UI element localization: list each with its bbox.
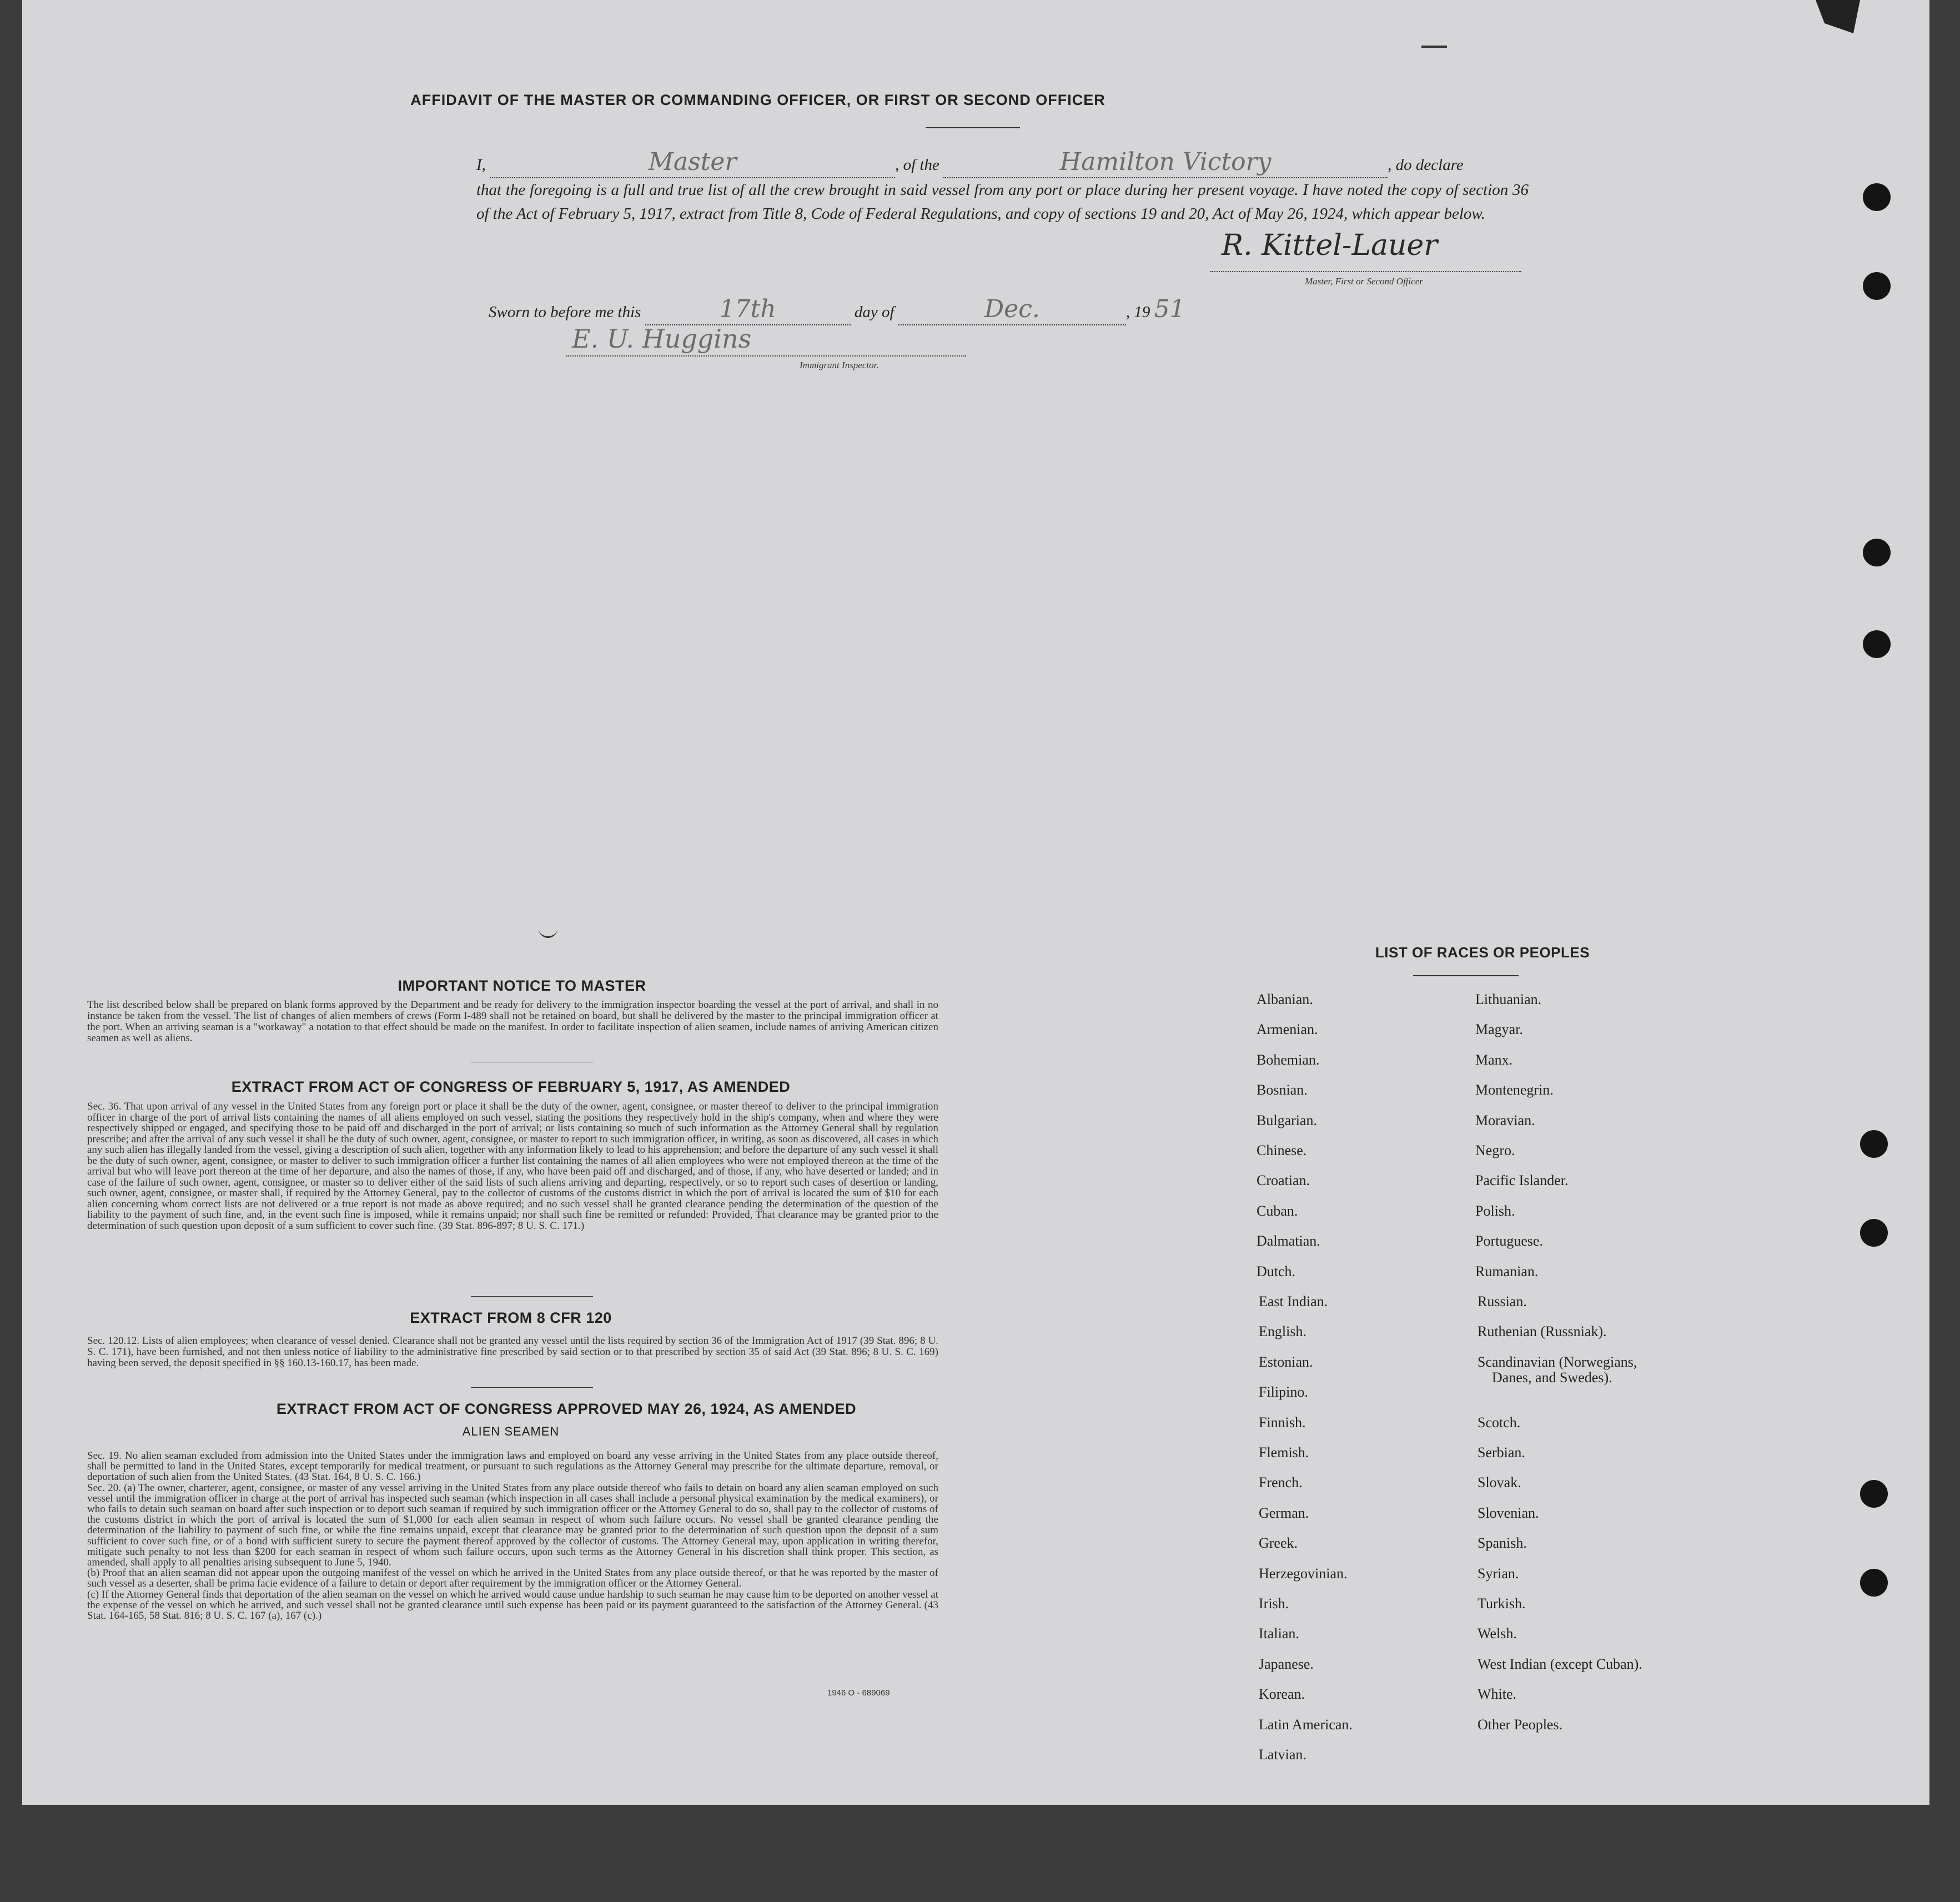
- sworn-year-prefix: , 19: [1125, 303, 1150, 321]
- affidavit-block: [476, 150, 1531, 226]
- punch-hole: [1863, 630, 1891, 658]
- extract-1924-sec20a: Sec. 20. (a) The owner, charterer, agent, consignee, or master of any vessel arriving in the United States from any place outside thereof who fails to detain on board any alien seaman employed on such vessel until the immigration officer in charge at the port of arrival has inspected such seaman (which inspection in all cases shall include a personal physical examination by the medical examiners), or who fails to detain such seaman on board after such inspection or to deport such seaman if required by such immigration officer or the Attorney General to do so, shall pay to the collector of customs of the customs district in which the port of arrival is located the sum of $1,000 for each alien seaman in respect of whom such failure occurs. No vessel shall be granted clearance pending the determination of the liability to payment of such fine, or while the fine remains unpaid, except that clearance may be granted prior to the determination of such question upon the deposit of a sum sufficient to cover such fine, or of a bond with sufficient surety to secure the payment thereof approved by the collector of customs. The Attorney General may, upon application in writing therefor, mitigate such penalty to not less than $200 for each seaman in respect of whom such failure occurs, upon such terms as the Attorney General in his discretion shall think proper. This section, as amended, shall apply to all penalties arising subsequent to June 5, 1940.: [87, 1482, 938, 1569]
- race-item: Armenian.: [1257, 1021, 1318, 1038]
- race-item: Scotch.: [1477, 1414, 1521, 1431]
- race-item: Welsh.: [1477, 1625, 1517, 1642]
- punch-hole: [1860, 1130, 1888, 1158]
- race-item: German.: [1259, 1504, 1309, 1521]
- race-item: Scandinavian (Norwegians,: [1477, 1353, 1637, 1370]
- race-item: Irish.: [1259, 1595, 1289, 1612]
- notice-title: IMPORTANT NOTICE TO MASTER: [398, 977, 646, 994]
- extract-1924-text: [87, 1451, 938, 1621]
- race-item: Flemish.: [1259, 1444, 1309, 1461]
- master-name: Master: [648, 148, 737, 176]
- race-item: Bosnian.: [1257, 1082, 1308, 1098]
- print-code: 1946 O - 689069: [827, 1688, 890, 1698]
- race-item: Pacific Islander.: [1475, 1172, 1569, 1189]
- race-item: Latvian.: [1259, 1747, 1306, 1763]
- race-item: Bohemian.: [1257, 1051, 1320, 1068]
- master-signature: R. Kittel-Lauer: [1222, 229, 1438, 262]
- race-item: English.: [1259, 1323, 1306, 1340]
- race-item: Croatian.: [1257, 1172, 1310, 1189]
- race-item: Italian.: [1259, 1625, 1299, 1642]
- race-item: Syrian.: [1477, 1565, 1519, 1582]
- extract-1924-sec20c: (c) If the Attorney General finds that deportation of the alien seaman on the vessel on which he arrived would cause undue hardship to such seaman he may cause him to be deported on another vessel at the expense of the vessel on which he arrived, and such vessel shall not be granted clearance until such expense has been paid or its payment guaranteed to the satisfaction of the Attorney General. (43 Stat. 164-165, 58 Stat. 816; 8 U. S. C. 167 (a), 167 (c).): [87, 1588, 938, 1622]
- extract-1924-sec20b: (b) Proof that an alien seaman did not appear upon the outgoing manifest of the vessel on which he arrived in the United States from any place outside thereof, or that he was reported by the master of such vessel as a deserter, shall be prima facie evidence of a failure to detain or deport after requirement by the immigration officer or the Attorney General.: [87, 1567, 938, 1590]
- race-item: Other Peoples.: [1477, 1716, 1563, 1733]
- extract-cfr-divider: [471, 1387, 593, 1388]
- race-item: Filipino.: [1259, 1384, 1308, 1401]
- race-item: Portuguese.: [1475, 1233, 1544, 1249]
- race-item: Albanian.: [1257, 991, 1313, 1007]
- race-item: Negro.: [1475, 1142, 1515, 1158]
- inspector-signature: E. U. Huggins: [572, 324, 752, 354]
- extract-cfr-title: EXTRACT FROM 8 CFR 120: [410, 1309, 612, 1326]
- affidavit-body: that the foregoing is a full and true list of all the crew brought in said vessel from any port or place during her present voyage. I have noted the copy of section 36 of the Act of February 5, 1917, extract from Title 8, Code of Federal Regulations, and copy of sections 19 and 20, Act of May 26, 1924, which appear below.: [476, 181, 1529, 223]
- inspector-line: [566, 355, 966, 357]
- races-title: LIST OF RACES OR PEOPLES: [1375, 944, 1590, 961]
- race-item: East Indian.: [1259, 1293, 1328, 1309]
- inspector-caption: Immigrant Inspector.: [800, 360, 879, 370]
- affidavit-title: AFFIDAVIT OF THE MASTER OR COMMANDING OFFICER, OR FIRST OR SECOND OFFICER: [410, 92, 1105, 108]
- races-divider: [1413, 975, 1519, 976]
- extract-1917-text: Sec. 36. That upon arrival of any vessel in the United States from any foreign port or place it shall be the duty of the owner, agent, consignee, or master thereof to deliver to the principal immigration officer in charge of the port of arrival lists containing the names of all aliens employed on such vessel, stating the positions they respectively hold in the ship's company, when and where they were respectively shipped or engaged, and specifying those to be paid off and discharged in the port of arrival; or lists containing so much of such information as the Attorney General shall by regulation prescribe; and after the arrival of any such vessel it shall be the duty of such owner, agent, consignee, or master to report to such immigration officer, in writing, as soon as discovered, all cases in which any such alien has illegally landed from the vessel, giving a description of such alien, together with any information likely to lead to his apprehension; and before the departure of any such vessel it shall be the duty of such owner, agent, consignee, or master to deliver to such immigration officer a further list containing the names of all alien employees who were not employed thereon at the time of the arrival but who will leave port thereon at the time of her departure, and also the names of those, if any, who have been paid off and discharged, and of those, if any, who have deserted or landed; and in case of the failure of such owner, agent, consignee, or master so to deliver either of the said lists of such aliens arriving and departing, respectively, or so to report such cases of desertion or landing, such owner, agent, consignee, or master shall, if required by the Attorney General, pay to the collector of customs of the customs district in which the port of arrival is located the sum of $10 for each alien concerning whom correct lists are not delivered or a true report is not made as above required; and no such vessel shall be granted clearance pending the determination of the question of the liability to the payment of such fine, and, in the event such fine is imposed, while it remains unpaid; nor shall such fine be remitted or refunded: Provided, That clearance may be granted prior to the determination of such question upon deposit of a sum sufficient to cover such fine. (39 Stat. 896-897; 8 U. S. C. 171.): [87, 1101, 938, 1232]
- race-item: Montenegrin.: [1475, 1082, 1554, 1098]
- race-item: Spanish.: [1477, 1535, 1527, 1552]
- race-item: Latin American.: [1259, 1716, 1353, 1733]
- signature-caption: Master, First or Second Officer: [1305, 276, 1423, 287]
- notice-text: The list described below shall be prepared on blank forms approved by the Department and be ready for delivery to the immigration inspector boarding the vessel at the port of arrival, and shall in no instance be taken from the vessel. The list of changes of alien members of crews (Form I-489 shall not be retained on board, but shall be delivered by the master to the principal immigration officer at the port. When an arriving seaman is a "workaway" a notation to that effect should be made on the manifest. In order to facilitate inspection of alien seamen, include names of arriving American citizen seamen as well as aliens.: [87, 999, 938, 1044]
- punch-hole: [1860, 1569, 1888, 1597]
- race-item: Lithuanian.: [1475, 991, 1542, 1007]
- race-item: Slovenian.: [1477, 1504, 1539, 1521]
- race-item: Bulgarian.: [1257, 1112, 1318, 1128]
- extract-1917-title: EXTRACT FROM ACT OF CONGRESS OF FEBRUARY 5, 1917, AS AMENDED: [231, 1078, 791, 1095]
- scan-mark: [539, 929, 557, 938]
- sworn-line: [489, 297, 1266, 325]
- sworn-month-field: [898, 297, 1126, 325]
- sworn-day: 17th: [719, 295, 776, 323]
- race-item: Danes, and Swedes).: [1492, 1369, 1612, 1386]
- race-item: Japanese.: [1259, 1655, 1314, 1672]
- sworn-year: 51: [1154, 295, 1185, 323]
- affidavit-line1: [476, 150, 1531, 178]
- race-item: Manx.: [1475, 1051, 1513, 1068]
- punch-hole: [1863, 272, 1891, 300]
- sworn-day-of: day of: [854, 303, 894, 321]
- race-item: Magyar.: [1475, 1021, 1523, 1038]
- document-page: [22, 0, 1929, 1805]
- race-item: Ruthenian (Russniak).: [1477, 1323, 1607, 1340]
- race-item: Moravian.: [1475, 1112, 1535, 1128]
- race-item: Dalmatian.: [1257, 1233, 1320, 1249]
- race-item: Chinese.: [1257, 1142, 1307, 1158]
- affidavit-i: I,: [476, 156, 486, 174]
- sworn-prefix: Sworn to before me this: [489, 303, 641, 321]
- affidavit-declare: , do declare: [1388, 156, 1464, 174]
- master-name-field: [490, 150, 895, 178]
- race-item: Slovak.: [1477, 1474, 1521, 1491]
- vessel-name-field: [943, 150, 1388, 178]
- race-item: White.: [1477, 1686, 1517, 1703]
- race-item: Greek.: [1259, 1535, 1298, 1552]
- vessel-name: Hamilton Victory: [1059, 148, 1272, 176]
- title-divider: [926, 127, 1020, 128]
- race-item: Korean.: [1259, 1686, 1305, 1703]
- race-item: Finnish.: [1259, 1414, 1306, 1431]
- race-item: French.: [1259, 1474, 1303, 1491]
- race-item: Herzegovinian.: [1259, 1565, 1348, 1582]
- punch-hole: [1863, 539, 1891, 566]
- torn-corner: [1816, 0, 1860, 33]
- extract-1924-sec19: Sec. 19. No alien seaman excluded from admission into the United States under the immigration laws and employed on board any vesse arriving in the United States from any place outside thereof, shall be permitted to land in the United States, except temporarily for medical treatment, or pursuant to such regulations as the Attorney General may prescribe for the ultimate departure, removal, or deportation of such alien from the United States. (43 Stat. 164, 8 U. S. C. 166.): [87, 1450, 938, 1483]
- sworn-month: Dec.: [984, 295, 1040, 323]
- punch-hole: [1860, 1480, 1888, 1508]
- extract-1924-subtitle: ALIEN SEAMEN: [462, 1424, 560, 1438]
- race-item: Cuban.: [1257, 1202, 1298, 1219]
- extract-1924-title: EXTRACT FROM ACT OF CONGRESS APPROVED MAY 26, 1924, AS AMENDED: [276, 1401, 857, 1417]
- punch-hole: [1860, 1219, 1888, 1247]
- scan-mark: [1421, 46, 1447, 48]
- signature-line: [1210, 271, 1521, 273]
- race-item: Dutch.: [1257, 1263, 1296, 1279]
- race-item: Turkish.: [1477, 1595, 1526, 1612]
- extract-1917-divider: [471, 1296, 593, 1297]
- race-item: Estonian.: [1259, 1353, 1313, 1370]
- race-item: Polish.: [1475, 1202, 1515, 1219]
- punch-hole: [1863, 183, 1891, 211]
- sworn-day-field: [645, 297, 851, 325]
- affidavit-of-the: , of the: [895, 156, 939, 174]
- race-item: West Indian (except Cuban).: [1477, 1655, 1642, 1672]
- race-item: Serbian.: [1477, 1444, 1525, 1461]
- race-item: Russian.: [1477, 1293, 1527, 1309]
- race-item: Rumanian.: [1475, 1263, 1539, 1279]
- extract-cfr-text: Sec. 120.12. Lists of alien employees; when clearance of vessel denied. Clearance shall not be granted any vessel until the lists required by section 36 of the Immigration Act of 1917 (39 Stat. 896; 8 U. S. C. 171), have been furnished, and not then unless notice of liability to the administrative fine prescribed by said section or to that prescribed by section 35 of said Act (39 Stat. 896; 8 U. S. C. 169) having been served, the deposit specified in §§ 160.13-160.17, has been made.: [87, 1335, 938, 1369]
